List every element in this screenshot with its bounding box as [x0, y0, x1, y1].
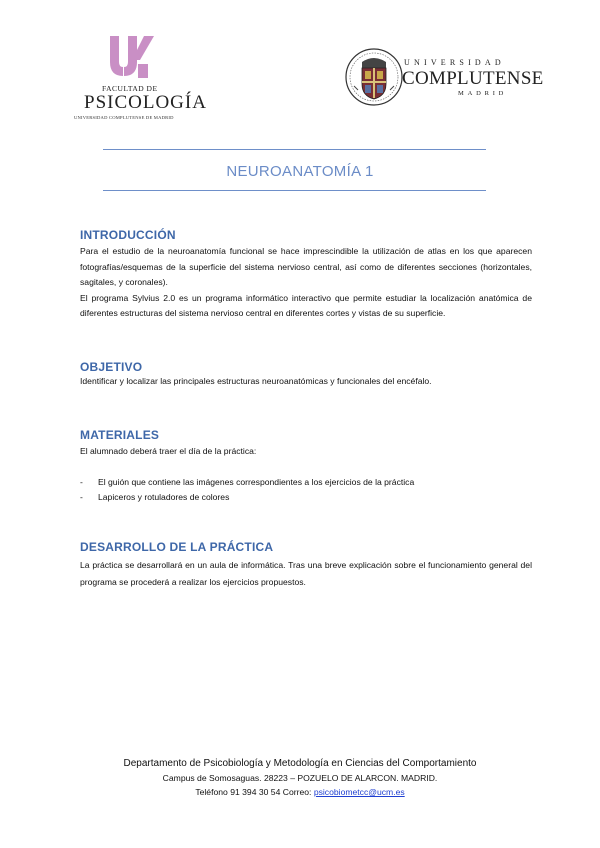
footer-email-label: Correo:: [282, 787, 312, 797]
section-materiales: [80, 428, 532, 506]
faculty-university: UNIVERSIDAD COMPLUTENSE DE MADRID: [74, 115, 174, 120]
section-heading: MATERIALES: [80, 428, 160, 442]
paragraph: La práctica se desarrollará en un aula de informática. Tras una breve explicación sobre el funcionamiento general del programa se procederá a realizar los ejercicios propuestos.: [80, 560, 532, 587]
section-objetivo: [80, 360, 532, 390]
footer-department: Departamento de Psicobiología y Metodología en Ciencias del Comportamiento: [123, 758, 477, 769]
paragraph: Para el estudio de la neuroanatomía funcional se hace imprescindible la utilización de atlas en los que aparecen fotografías/esquemas de la superficie del sistema nervioso central, así como de diferentes secciones (horizontales, sagitales, y coronales).: [80, 246, 532, 288]
paragraph: El programa Sylvius 2.0 es un programa informático interactivo que permite estudiar la localización anatómica de diferentes estructuras del sistema nervioso central en diferentes cortes y vistas de su superficie.: [80, 292, 532, 319]
email-link[interactable]: psicobiometcc@ucm.es: [313, 787, 405, 797]
paragraph: El alumnado deberá traer el día de la práctica:: [80, 446, 257, 456]
ucm-logo: [344, 46, 544, 116]
footer-phone: Teléfono 91 394 30 54: [195, 787, 281, 797]
university-name: COMPLUTENSE: [402, 68, 544, 89]
section-heading: DESARROLLO DE LA PRÁCTICA: [80, 540, 274, 554]
section-introduccion: [80, 228, 532, 322]
psychology-faculty-logo: [74, 34, 207, 124]
footer-contact: [0, 787, 600, 797]
list-item-text: El guión que contiene las imágenes correspondientes a los ejercicios de la práctica: [98, 476, 415, 487]
paragraph: Identificar y localizar las principales estructuras neuroanatómicas y funcionales del encéfalo.: [80, 376, 432, 386]
list-item: [80, 490, 532, 506]
section-heading: OBJETIVO: [80, 360, 143, 374]
page-title: NEUROANATOMÍA 1: [226, 163, 374, 180]
list-item: [80, 475, 532, 491]
ucm-seal-icon: [344, 46, 404, 108]
section-heading: INTRODUCCIÓN: [80, 228, 176, 242]
university-city: MADRID: [458, 90, 508, 97]
materials-list: [80, 475, 532, 506]
faculty-name-large: PSICOLOGÍA: [84, 92, 207, 113]
title-rule-bottom: [103, 190, 486, 191]
section-desarrollo: [80, 540, 532, 591]
university-label: UNIVERSIDAD: [404, 58, 505, 67]
list-bullet: -: [80, 476, 83, 487]
faculty-mark-icon: [108, 34, 156, 80]
list-item-text: Lapiceros y rotuladores de colores: [98, 492, 230, 503]
title-rule-top: [103, 149, 486, 150]
list-bullet: -: [80, 492, 83, 503]
footer-address: Campus de Somosaguas. 28223 – POZUELO DE ALARCON. MADRID.: [162, 773, 438, 783]
faculty-name-small: FACULTAD DE: [102, 84, 158, 93]
